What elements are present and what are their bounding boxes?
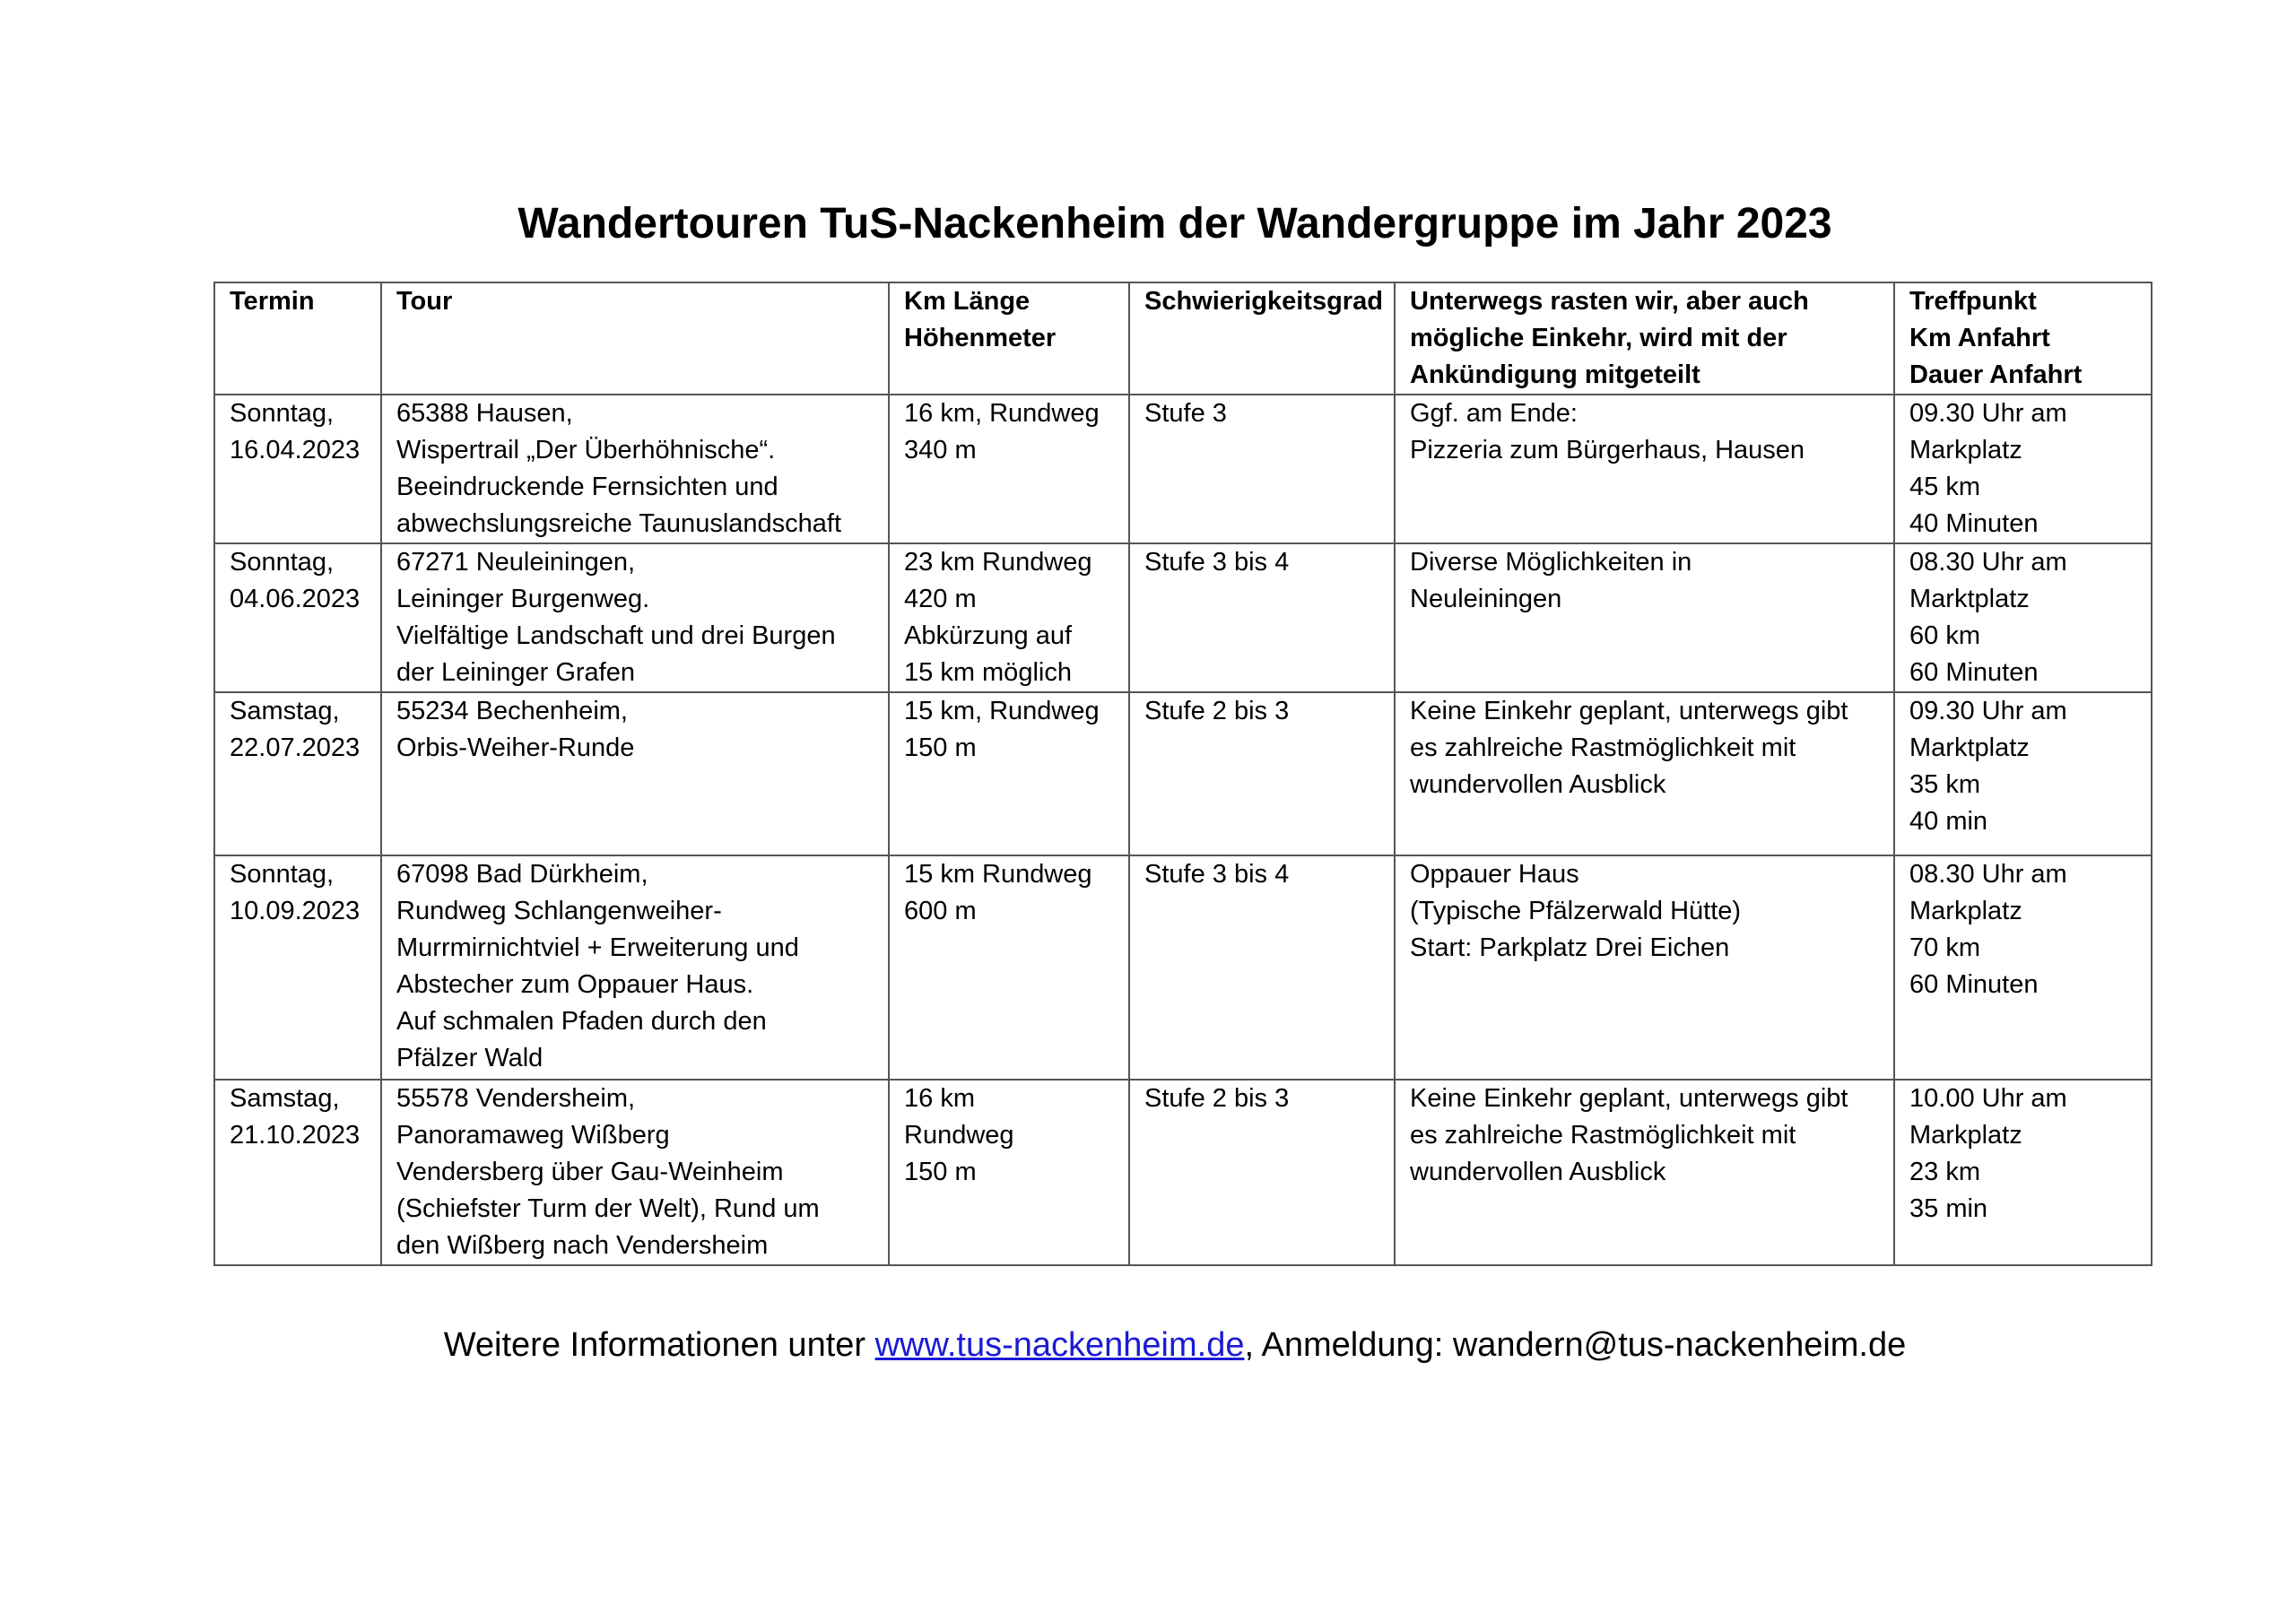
cell-line: Stufe 2 bis 3 bbox=[1144, 697, 1290, 725]
cell-line: 16 km bbox=[904, 1084, 975, 1113]
cell-schwierigkeitsgrad bbox=[1129, 395, 1395, 543]
cell-treffpunkt bbox=[1894, 855, 2152, 1080]
cell-line: 23 km bbox=[1909, 1158, 1980, 1186]
cell-line: 60 Minuten bbox=[1909, 970, 2039, 999]
cell-line: es zahlreiche Rastmöglichkeit mit bbox=[1410, 733, 1796, 762]
cell-line: wundervollen Ausblick bbox=[1410, 770, 1666, 799]
cell-line: 150 m bbox=[904, 1158, 977, 1186]
cell-line: 420 m bbox=[904, 585, 977, 613]
cell-line: Markplatz bbox=[1909, 1121, 2022, 1150]
cell-line: 08.30 Uhr am bbox=[1909, 548, 2067, 577]
cell-line: Stufe 2 bis 3 bbox=[1144, 1084, 1290, 1113]
cell-einkehr bbox=[1395, 855, 1894, 1080]
cell-treffpunkt bbox=[1894, 1080, 2152, 1265]
cell-line: Pfälzer Wald bbox=[396, 1044, 544, 1072]
cell-line: Vendersberg über Gau-Weinheim bbox=[396, 1158, 784, 1186]
cell-line: Samstag, bbox=[230, 1084, 340, 1113]
cell-line: Stufe 3 bis 4 bbox=[1144, 860, 1290, 889]
cell-line: 15 km möglich bbox=[904, 658, 1072, 687]
cell-line: Höhenmeter bbox=[904, 324, 1057, 352]
cell-einkehr bbox=[1395, 692, 1894, 855]
cell-km-laenge bbox=[889, 692, 1129, 855]
cell-line: Sonntag, bbox=[230, 399, 335, 428]
cell-line: 70 km bbox=[1909, 933, 1980, 962]
cell-tour bbox=[381, 395, 889, 543]
cell-line: 16 km, Rundweg bbox=[904, 399, 1100, 428]
cell-line: Oppauer Haus bbox=[1410, 860, 1579, 889]
cell-line: Stufe 3 bbox=[1144, 399, 1227, 428]
cell-line: 23 km Rundweg bbox=[904, 548, 1092, 577]
cell-km-laenge bbox=[889, 395, 1129, 543]
cell-line: Leininger Burgenweg. bbox=[396, 585, 650, 613]
cell-line: Abstecher zum Oppauer Haus. bbox=[396, 970, 754, 999]
cell-line: Murrmirnichtviel + Erweiterung und bbox=[396, 933, 799, 962]
cell-line: Unterwegs rasten wir, aber auch bbox=[1410, 287, 1809, 316]
cell-line: 15 km, Rundweg bbox=[904, 697, 1100, 725]
cell-treffpunkt bbox=[1894, 395, 2152, 543]
header-einkehr bbox=[1395, 282, 1894, 395]
website-link[interactable]: www.tus-nackenheim.de bbox=[874, 1326, 1245, 1364]
cell-line: 22.07.2023 bbox=[230, 733, 361, 762]
cell-line: Ggf. am Ende: bbox=[1410, 399, 1578, 428]
header-tour bbox=[381, 282, 889, 395]
cell-line: Markplatz bbox=[1909, 436, 2022, 464]
cell-tour bbox=[381, 543, 889, 692]
cell-line: Km Länge bbox=[904, 287, 1031, 316]
cell-treffpunkt bbox=[1894, 543, 2152, 692]
cell-line: Start: Parkplatz Drei Eichen bbox=[1410, 933, 1730, 962]
header-schwierigkeitsgrad bbox=[1129, 282, 1395, 395]
table-row bbox=[214, 395, 2152, 543]
cell-line: abwechslungsreiche Taunuslandschaft bbox=[396, 509, 842, 538]
cell-line: 10.00 Uhr am bbox=[1909, 1084, 2067, 1113]
cell-tour bbox=[381, 855, 889, 1080]
cell-line: 67098 Bad Dürkheim, bbox=[396, 860, 648, 889]
cell-line: 340 m bbox=[904, 436, 977, 464]
cell-line: der Leininger Grafen bbox=[396, 658, 635, 687]
cell-line: Rundweg bbox=[904, 1121, 1014, 1150]
cell-line: Beeindruckende Fernsichten und bbox=[396, 473, 778, 501]
cell-schwierigkeitsgrad bbox=[1129, 855, 1395, 1080]
table-row bbox=[214, 692, 2152, 855]
cell-line: 10.09.2023 bbox=[230, 897, 361, 925]
cell-line: 55578 Vendersheim, bbox=[396, 1084, 636, 1113]
cell-line: Ankündigung mitgeteilt bbox=[1410, 360, 1700, 389]
cell-line: Panoramaweg Wißberg bbox=[396, 1121, 670, 1150]
footer-suffix: , Anmeldung: wandern@tus-nackenheim.de bbox=[1244, 1326, 1907, 1364]
cell-line: 16.04.2023 bbox=[230, 436, 361, 464]
cell-line: Marktplatz bbox=[1909, 733, 2030, 762]
header-termin bbox=[214, 282, 381, 395]
cell-line: 09.30 Uhr am bbox=[1909, 697, 2067, 725]
cell-termin bbox=[214, 855, 381, 1080]
cell-line: Sonntag, bbox=[230, 548, 335, 577]
cell-tour bbox=[381, 1080, 889, 1265]
cell-line: (Schiefster Turm der Welt), Rund um bbox=[396, 1194, 820, 1223]
cell-line: Stufe 3 bis 4 bbox=[1144, 548, 1290, 577]
cell-line: Marktplatz bbox=[1909, 585, 2030, 613]
table-row bbox=[214, 855, 2152, 1080]
cell-line: Treffpunkt bbox=[1909, 287, 2037, 316]
table-row bbox=[214, 543, 2152, 692]
cell-line: mögliche Einkehr, wird mit der bbox=[1410, 324, 1787, 352]
cell-line: 67271 Neuleiningen, bbox=[396, 548, 636, 577]
cell-line: 45 km bbox=[1909, 473, 1980, 501]
cell-einkehr bbox=[1395, 1080, 1894, 1265]
cell-line: 21.10.2023 bbox=[230, 1121, 361, 1150]
cell-termin bbox=[214, 543, 381, 692]
cell-line: Keine Einkehr geplant, unterwegs gibt bbox=[1410, 1084, 1848, 1113]
footer-prefix: Weitere Informationen unter bbox=[443, 1326, 875, 1364]
tours-table bbox=[213, 282, 2152, 1266]
cell-line: Diverse Möglichkeiten in bbox=[1410, 548, 1692, 577]
cell-line: Neuleiningen bbox=[1410, 585, 1562, 613]
cell-schwierigkeitsgrad bbox=[1129, 543, 1395, 692]
cell-line: Samstag, bbox=[230, 697, 340, 725]
cell-line: es zahlreiche Rastmöglichkeit mit bbox=[1410, 1121, 1796, 1150]
cell-line: 09.30 Uhr am bbox=[1909, 399, 2067, 428]
cell-line: 60 Minuten bbox=[1909, 658, 2039, 687]
cell-line: 35 min bbox=[1909, 1194, 1988, 1223]
header-km-laenge bbox=[889, 282, 1129, 395]
cell-line: 55234 Bechenheim, bbox=[396, 697, 628, 725]
cell-line: Orbis-Weiher-Runde bbox=[396, 733, 635, 762]
cell-line: 04.06.2023 bbox=[230, 585, 361, 613]
cell-line: (Typische Pfälzerwald Hütte) bbox=[1410, 897, 1742, 925]
cell-km-laenge bbox=[889, 1080, 1129, 1265]
cell-line: Keine Einkehr geplant, unterwegs gibt bbox=[1410, 697, 1848, 725]
cell-schwierigkeitsgrad bbox=[1129, 692, 1395, 855]
cell-einkehr bbox=[1395, 395, 1894, 543]
cell-line: 08.30 Uhr am bbox=[1909, 860, 2067, 889]
cell-schwierigkeitsgrad bbox=[1129, 1080, 1395, 1265]
cell-line: wundervollen Ausblick bbox=[1410, 1158, 1666, 1186]
cell-line: 35 km bbox=[1909, 770, 1980, 799]
cell-line: Schwierigkeitsgrad bbox=[1144, 287, 1383, 316]
cell-line: Termin bbox=[230, 287, 315, 316]
page-title: Wandertouren TuS-Nackenheim der Wandergruppe im Jahr 2023 bbox=[517, 200, 1832, 247]
cell-km-laenge bbox=[889, 855, 1129, 1080]
cell-line: Rundweg Schlangenweiher- bbox=[396, 897, 722, 925]
cell-line: den Wißberg nach Vendersheim bbox=[396, 1231, 769, 1260]
cell-termin bbox=[214, 692, 381, 855]
cell-line: 65388 Hausen, bbox=[396, 399, 573, 428]
header-treffpunkt bbox=[1894, 282, 2152, 395]
cell-line: 600 m bbox=[904, 897, 977, 925]
cell-line: 40 Minuten bbox=[1909, 509, 2039, 538]
cell-line: 15 km Rundweg bbox=[904, 860, 1092, 889]
cell-treffpunkt bbox=[1894, 692, 2152, 855]
cell-tour bbox=[381, 692, 889, 855]
cell-line: Auf schmalen Pfaden durch den bbox=[396, 1007, 767, 1036]
cell-line: Vielfältige Landschaft und drei Burgen bbox=[396, 621, 836, 650]
footer bbox=[0, 1320, 2296, 1370]
cell-line: Wispertrail „Der Überhöhnische“. bbox=[396, 436, 776, 464]
cell-termin bbox=[214, 395, 381, 543]
cell-line: Km Anfahrt bbox=[1909, 324, 2050, 352]
cell-termin bbox=[214, 1080, 381, 1265]
cell-line: 40 min bbox=[1909, 807, 1988, 836]
cell-line: Sonntag, bbox=[230, 860, 335, 889]
cell-line: Tour bbox=[396, 287, 453, 316]
cell-line: Dauer Anfahrt bbox=[1909, 360, 2083, 389]
cell-line: Abkürzung auf bbox=[904, 621, 1073, 650]
cell-km-laenge bbox=[889, 543, 1129, 692]
cell-line: 60 km bbox=[1909, 621, 1980, 650]
cell-line: Markplatz bbox=[1909, 897, 2022, 925]
table-header-row bbox=[214, 282, 2152, 395]
cell-line: Pizzeria zum Bürgerhaus, Hausen bbox=[1410, 436, 1805, 464]
table-row bbox=[214, 1080, 2152, 1265]
cell-einkehr bbox=[1395, 543, 1894, 692]
cell-line: 150 m bbox=[904, 733, 977, 762]
